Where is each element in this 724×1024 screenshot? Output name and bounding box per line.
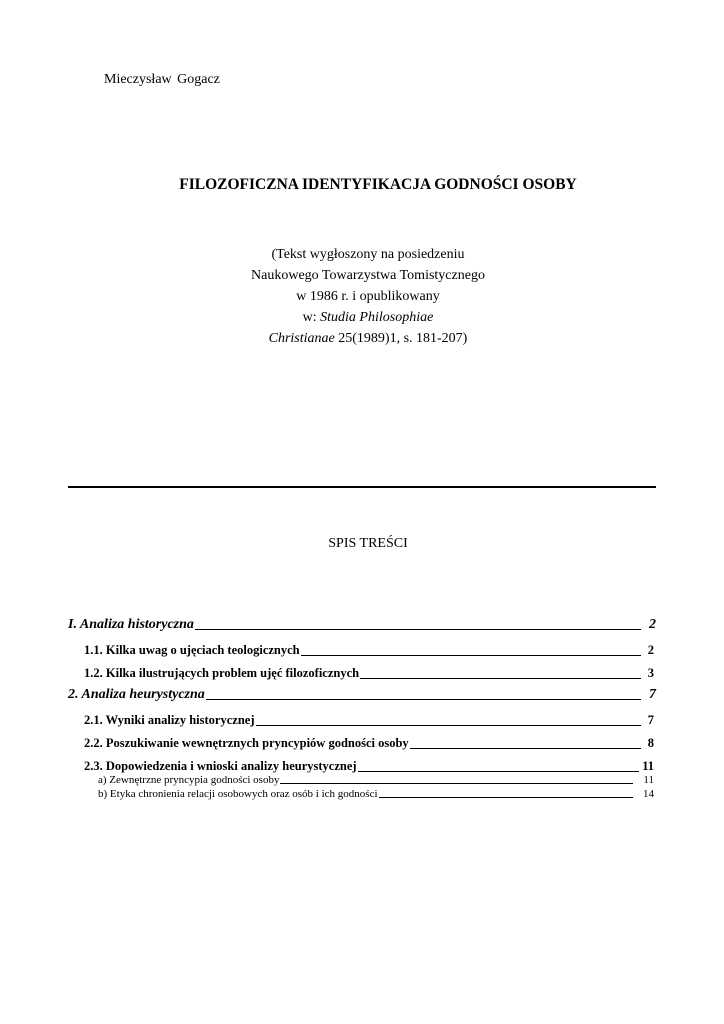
publication-note-line	[12, 328, 724, 349]
author-name: Mieczysław Gogacz	[104, 72, 220, 87]
toc-entry-label: 2.3. Dopowiedzenia i wnioski analizy heurystycznej	[84, 759, 357, 773]
horizontal-divider	[68, 486, 656, 488]
toc-entry-label: 1.1. Kilka uwag o ujęciach teologicznych	[84, 643, 300, 657]
publication-note-line: Naukowego Towarzystwa Tomistycznego	[251, 268, 485, 283]
toc-entry[interactable]	[98, 774, 654, 786]
publication-note	[0, 244, 724, 349]
publication-note-line: w 1986 r. i opublikowany	[296, 289, 440, 304]
toc-entry-label: 2.1. Wyniki analizy historycznej	[84, 713, 255, 727]
journal-name-part: Christianae	[268, 331, 335, 346]
toc-entry[interactable]	[84, 643, 654, 658]
toc-entry-label: 2. Analiza heurystyczna	[68, 687, 205, 702]
toc-entry[interactable]	[98, 788, 654, 800]
toc-heading: SPIS TREŚCI	[328, 536, 408, 551]
toc-entry[interactable]	[84, 736, 654, 751]
toc-entry[interactable]	[84, 666, 654, 681]
toc-entry-page: 8	[647, 736, 654, 750]
toc-entry[interactable]	[68, 687, 656, 703]
toc-entry[interactable]	[84, 759, 654, 774]
toc-entry-label: 2.2. Poszukiwanie wewnętrznych pryncypiów godności osoby	[84, 736, 409, 750]
publication-note-line	[12, 307, 724, 328]
toc-entry-label: 1.2. Kilka ilustrujących problem ujęć filozoficznych	[84, 666, 360, 680]
toc-entry[interactable]	[84, 713, 654, 728]
toc-leader-line	[301, 655, 641, 656]
toc-leader-line	[379, 797, 633, 798]
document-title: FILOZOFICZNA IDENTYFIKACJA GODNOŚCI OSOBY	[179, 176, 577, 193]
toc-entry-page: 2	[649, 617, 656, 632]
toc-entry-label: b) Etyka chronienia relacji osobowych oraz osób i ich godności	[98, 788, 378, 800]
toc-entry-page: 7	[649, 687, 656, 702]
toc-leader-line	[360, 678, 641, 679]
toc-entry-page: 7	[647, 713, 654, 727]
toc-entry-page: 2	[647, 643, 654, 657]
toc-leader-line	[256, 725, 642, 726]
toc-leader-line	[206, 699, 641, 700]
toc-leader-line	[195, 629, 641, 630]
toc-leader-line	[410, 748, 641, 749]
toc-entry[interactable]	[68, 617, 656, 633]
toc-entry-page: 11	[643, 774, 654, 786]
toc-entry-page: 3	[647, 666, 654, 680]
toc-entry-page: 11	[642, 759, 654, 773]
toc-entry-label: a) Zewnętrzne pryncypia godności osoby	[98, 774, 280, 786]
publication-note-prefix: w:	[302, 310, 321, 325]
toc-leader-line	[280, 783, 633, 784]
toc-entry-page: 14	[643, 788, 654, 800]
publication-note-line: (Tekst wygłoszony na posiedzeniu	[271, 247, 465, 262]
toc-leader-line	[358, 771, 640, 772]
toc-entry-label: I. Analiza historyczna	[68, 617, 194, 632]
publication-citation: 25(1989)1, s. 181-207)	[334, 331, 468, 346]
journal-name-part: Studia Philosophiae	[320, 310, 434, 325]
